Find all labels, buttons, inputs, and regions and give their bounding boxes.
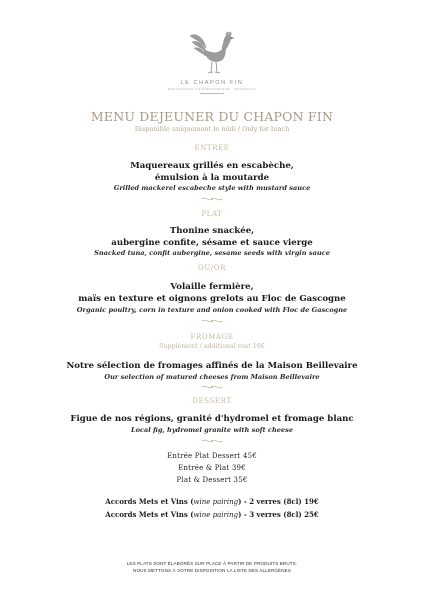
brand-name: LE CHAPON FIN (180, 80, 244, 86)
dessert-english: Local fig, hydromel granite with soft cheese (130, 426, 294, 434)
pairing-label: Accords Mets et Vins (105, 510, 188, 519)
price-plat-dessert: Plat & Dessert 35€ (176, 476, 248, 484)
pairing-option-2: - 3 verres (8cl) 25€ (243, 510, 319, 519)
plat-option-1-line-2: aubergine confite, sésame et sauce vierge (111, 238, 313, 248)
section-fromage: FROMAGE (190, 333, 234, 341)
pairing-english: wine pairing (193, 498, 239, 506)
ornament-divider (201, 438, 223, 444)
pairing-english: wine pairing (193, 511, 239, 519)
fromage-supplement: Supplément / additional cost 16€ (159, 343, 265, 350)
fromage-line-1: Notre sélection de fromages affinés de la Maison Beillevaire (66, 361, 358, 371)
plat-option-1-english: Snacked tuna, confit aubergine, sesame seeds with virgin sauce (94, 249, 330, 257)
ornament-divider (201, 318, 223, 324)
pairing-option-1: - 2 verres (8cl) 19€ (243, 497, 319, 506)
rooster-logo (182, 28, 242, 78)
section-plat: PLAT (201, 210, 223, 218)
entree-english: Grilled mackerel escabeche style with mustard sauce (113, 184, 311, 192)
entree-line-2: émulsion à la moutarde (154, 173, 270, 183)
plat-option-1-line-1: Thonine snackée, (169, 226, 255, 236)
plat-option-2-line-2: maïs en texture et oignons grelots au Floc de Gascogne (78, 294, 346, 304)
plat-option-2-line-1: Volaille fermière, (170, 282, 254, 292)
footer-line-2: NOUS METTONS À VOTRE DISPOSITION LA LISTE DES ALLERGÈNES (133, 568, 291, 573)
wine-pairing-2-glasses: Accords Mets et Vins (wine pairing) - 2 verres (8cl) 19€ (105, 497, 319, 506)
dessert-line-1: Figue de nos régions, granité d'hydromel et fromage blanc (70, 414, 354, 424)
wine-pairing-3-glasses: Accords Mets et Vins (wine pairing) - 3 verres (8cl) 25€ (105, 510, 319, 519)
section-entree: ENTREE (194, 144, 230, 152)
price-entree-plat: Entrée & Plat 39€ (178, 464, 246, 472)
menu-title: MENU DEJEUNER DU CHAPON FIN (90, 109, 334, 124)
pairing-label: Accords Mets et Vins (105, 497, 188, 506)
footer-line-1: LES PLATS SONT ÉLABORÉS SUR PLACE À PARTIR DE PRODUITS BRUTS. (126, 561, 298, 566)
fromage-english: Our selection of matured cheeses from Maison Beillevaire (104, 373, 320, 381)
price-entree-plat-dessert: Entrée Plat Dessert 45€ (167, 452, 257, 460)
or-separator: OU/OR (197, 264, 226, 272)
ornament-divider (201, 384, 223, 390)
plat-option-2-english: Organic poultry, corn in texture and onion cooked with Floc de Gascogne (76, 306, 348, 314)
brand-divider (200, 93, 224, 94)
section-dessert: DESSERT (192, 397, 232, 405)
entree-line-1: Maquereaux grillés en escabèche, (130, 161, 294, 171)
ornament-divider (201, 196, 223, 202)
brand-tagline: RESTAURANT GASTRONOMIQUE · BORDEAUX (167, 87, 257, 91)
menu-availability: Disponible uniquement le midi / Only for lunch (134, 125, 290, 133)
